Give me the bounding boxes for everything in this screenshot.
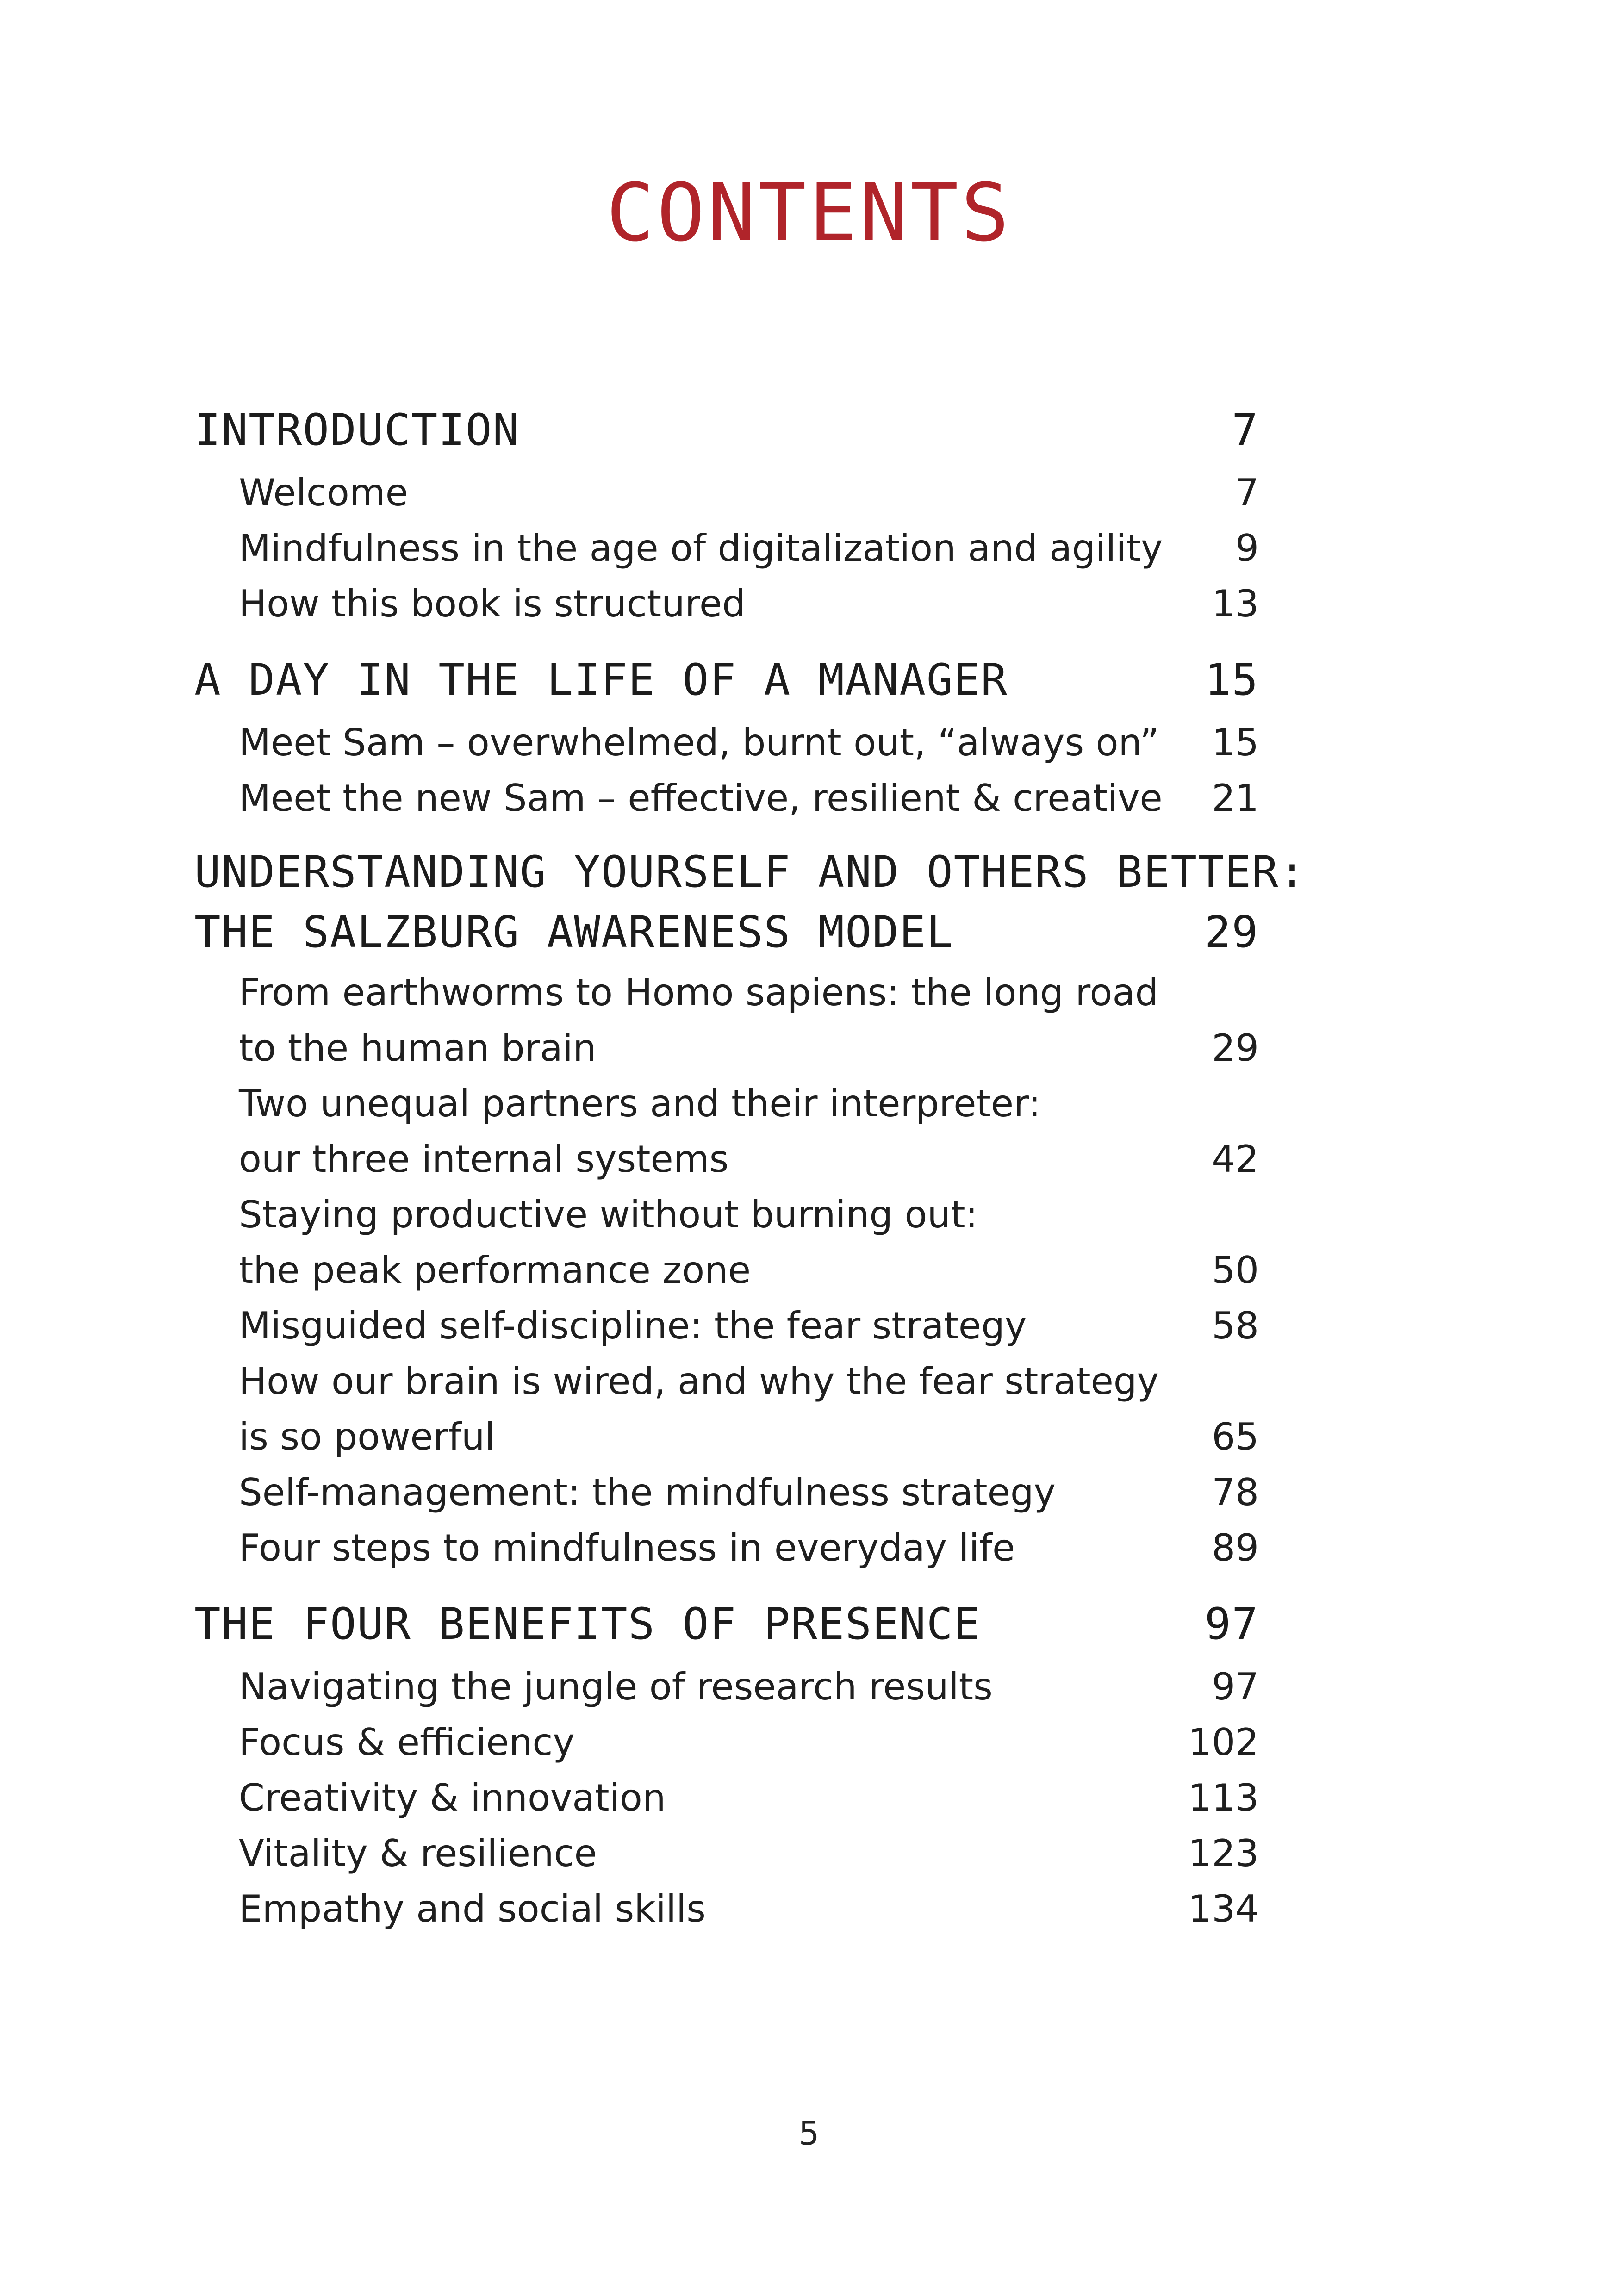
toc-entry[interactable] xyxy=(194,1014,1259,1074)
toc-chapter-heading-line[interactable] xyxy=(194,840,1307,900)
page-title: CONTENTS xyxy=(606,166,1012,259)
entry-page: 134 xyxy=(1188,1887,1259,1930)
chapter-title: THE SALZBURG AWARENESS MODEL xyxy=(194,907,954,958)
entry-title: Mindfulness in the age of digitalization and agility xyxy=(239,527,1163,570)
entry-page: 113 xyxy=(1188,1776,1259,1819)
toc-entry[interactable] xyxy=(194,708,1259,768)
toc-entry[interactable] xyxy=(194,1763,1259,1823)
chapter-page: 97 xyxy=(1204,1599,1259,1649)
toc-entry[interactable] xyxy=(194,1291,1259,1351)
entry-title: Welcome xyxy=(239,471,408,514)
entry-page: 78 xyxy=(1212,1471,1259,1514)
entry-title: Staying productive without burning out: xyxy=(239,1193,978,1236)
toc-entry-line[interactable] xyxy=(194,958,1259,1018)
toc-entry[interactable] xyxy=(194,1402,1259,1462)
chapter-page: 7 xyxy=(1232,405,1259,455)
toc-entry[interactable] xyxy=(194,569,1259,629)
chapter-title: INTRODUCTION xyxy=(194,405,520,455)
entry-title: Empathy and social skills xyxy=(239,1887,706,1930)
entry-title: Vitality & resilience xyxy=(239,1832,597,1875)
entry-page: 123 xyxy=(1188,1832,1259,1875)
chapter-title: UNDERSTANDING YOURSELF AND OTHERS BETTER: xyxy=(194,847,1307,897)
entry-title: Creativity & innovation xyxy=(239,1776,666,1819)
entry-page: 13 xyxy=(1212,582,1259,625)
entry-page: 21 xyxy=(1212,777,1259,820)
toc-entry[interactable] xyxy=(194,1819,1259,1879)
entry-title: Meet the new Sam – effective, resilient & creative xyxy=(239,777,1163,820)
toc-entry-line[interactable] xyxy=(194,1347,1259,1407)
entry-title: the peak performance zone xyxy=(239,1249,751,1292)
toc-entry[interactable] xyxy=(194,1236,1259,1296)
entry-page: 42 xyxy=(1212,1138,1259,1181)
toc-entry[interactable] xyxy=(194,1458,1259,1518)
entry-title: Meet Sam – overwhelmed, burnt out, “always on” xyxy=(239,721,1159,764)
entry-page: 9 xyxy=(1235,527,1259,570)
toc-entry[interactable] xyxy=(194,514,1259,574)
toc-chapter-day-in-the-life[interactable] xyxy=(194,648,1259,708)
entry-title: From earthworms to Homo sapiens: the long road xyxy=(239,971,1159,1014)
toc-entry[interactable] xyxy=(194,764,1259,824)
chapter-page: 15 xyxy=(1204,655,1259,705)
toc-entry[interactable] xyxy=(194,1125,1259,1185)
toc-entry[interactable] xyxy=(194,458,1259,518)
entry-title: Four steps to mindfulness in everyday life xyxy=(239,1526,1015,1569)
toc-entry[interactable] xyxy=(194,1874,1259,1935)
entry-page: 58 xyxy=(1212,1304,1259,1347)
toc-chapter-salzburg-model[interactable] xyxy=(194,900,1259,960)
chapter-title: THE FOUR BENEFITS OF PRESENCE xyxy=(194,1599,981,1649)
entry-title: Self-management: the mindfulness strategy xyxy=(239,1471,1056,1514)
entry-page: 65 xyxy=(1212,1415,1259,1458)
entry-title: Two unequal partners and their interpreter: xyxy=(239,1082,1041,1125)
entry-page: 15 xyxy=(1212,721,1259,764)
toc-entry[interactable] xyxy=(194,1513,1259,1574)
entry-title: Navigating the jungle of research results xyxy=(239,1665,993,1708)
entry-page: 89 xyxy=(1212,1526,1259,1569)
toc-entry-line[interactable] xyxy=(194,1180,1259,1240)
entry-title: Focus & efficiency xyxy=(239,1721,575,1764)
entry-page: 97 xyxy=(1212,1665,1259,1708)
toc-entry-line[interactable] xyxy=(194,1069,1259,1129)
toc-entry[interactable] xyxy=(194,1708,1259,1768)
entry-title: our three internal systems xyxy=(239,1138,729,1181)
entry-title: How our brain is wired, and why the fear strategy xyxy=(239,1360,1159,1403)
toc-chapter-four-benefits[interactable] xyxy=(194,1592,1259,1652)
entry-page: 29 xyxy=(1212,1027,1259,1070)
toc-entry[interactable] xyxy=(194,1652,1259,1712)
entry-title: is so powerful xyxy=(239,1415,495,1458)
entry-title: How this book is structured xyxy=(239,582,746,625)
entry-page: 102 xyxy=(1188,1721,1259,1764)
toc-chapter-introduction[interactable] xyxy=(194,398,1259,458)
entry-page: 50 xyxy=(1212,1249,1259,1292)
chapter-title: A DAY IN THE LIFE OF A MANAGER xyxy=(194,655,1008,705)
chapter-page: 29 xyxy=(1204,907,1259,958)
entry-page: 7 xyxy=(1235,471,1259,514)
page-number: 5 xyxy=(798,2115,820,2153)
entry-title: to the human brain xyxy=(239,1027,597,1070)
entry-title: Misguided self-discipline: the fear strategy xyxy=(239,1304,1027,1347)
